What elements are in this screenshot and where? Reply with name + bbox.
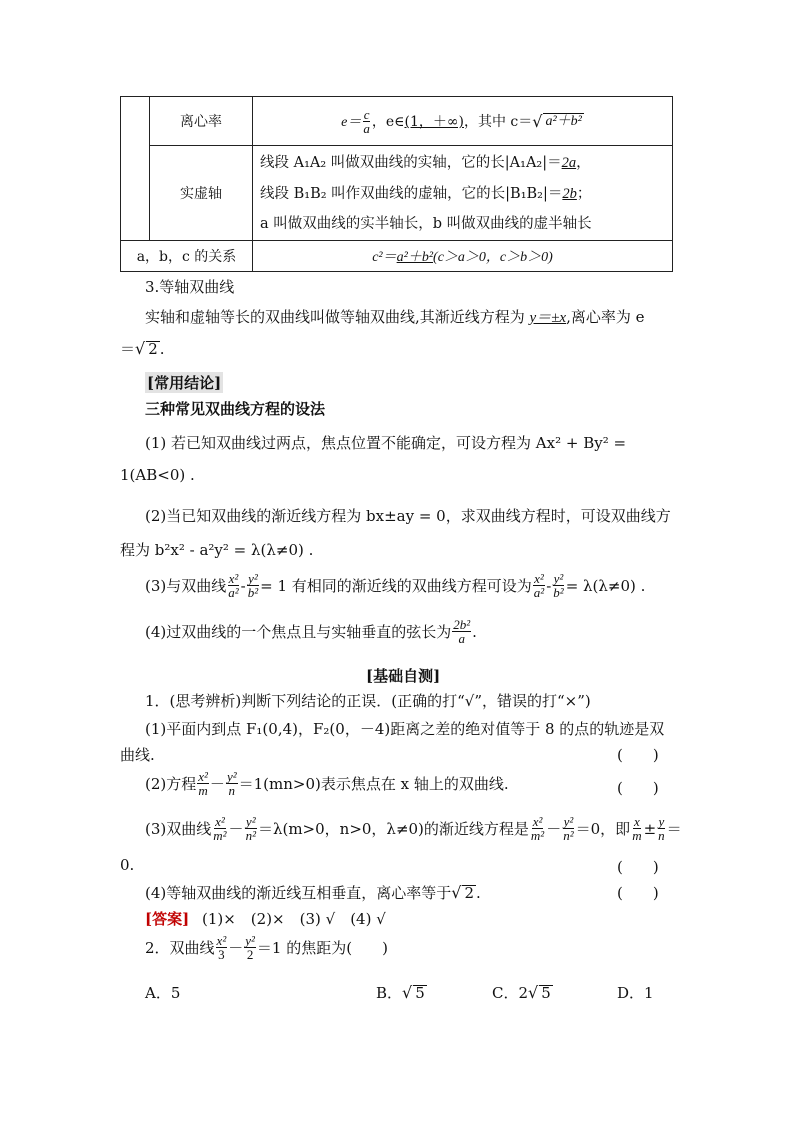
selftest-tag: [基础自测] bbox=[366, 667, 441, 685]
option-b: B．√ 5 bbox=[376, 983, 425, 1002]
frac-y2-b2-b: $\frac{\text{y²}}{\text{b²}}$ bbox=[553, 571, 564, 600]
relation-condition: (c＞a＞0，c＞b＞0) bbox=[433, 250, 553, 265]
eccentricity-mid: ，其中 c＝ bbox=[463, 114, 533, 130]
conclusion-4-post: . bbox=[472, 622, 477, 641]
question-1-title: 1．(思考辨析)判断下列结论的正误．(正确的打“√”，错误的打“×”) bbox=[145, 692, 591, 710]
question-1-4: (4)等轴双曲线的渐近线互相垂直，离心率等于√ 2 . bbox=[145, 883, 481, 902]
answer-paren-3: ( ) bbox=[617, 858, 659, 876]
conclusion-2-line-2: 程为 b²x² - a²y² = λ(λ≠0) . bbox=[120, 541, 314, 559]
answer-paren-2: ( ) bbox=[617, 779, 659, 797]
conclusion-4 bbox=[145, 618, 477, 645]
question-1-2-pre: (2)方程 bbox=[145, 775, 197, 793]
eccentricity-lhs: e＝ bbox=[341, 115, 362, 130]
eccentricity-sqrt: a²＋b² bbox=[545, 114, 582, 129]
conclusions-title: 三种常见双曲线方程的设法 bbox=[145, 400, 326, 418]
question-1-3-line-2: 0. bbox=[120, 856, 135, 874]
conclusion-2-line-1: (2)当已知双曲线的渐近线方程为 bx±ay = 0，求双曲线方程时，可设双曲线方 bbox=[145, 507, 671, 525]
option-a: A．5 bbox=[145, 984, 181, 1002]
conclusion-3-post: = λ(λ≠0) . bbox=[565, 576, 646, 595]
question-1-2: (2)方程 $\frac{\text{x²}}{m}$ － $\frac{\text{y²}}{n}$ ＝1(mn>0)表示焦点在 x 轴上的双曲线. bbox=[145, 769, 509, 798]
section-3-title: 3.等轴双曲线 bbox=[145, 278, 235, 296]
question-1-3-mid: ＝λ(m>0，n>0，λ≠0)的渐近线方程是 bbox=[257, 820, 529, 838]
conclusion-1-line-1: (1) 若已知双曲线过两点，焦点位置不能确定，可设方程为 Ax² + By² = bbox=[145, 434, 627, 452]
eccentricity-denominator: a bbox=[363, 120, 370, 136]
answer-paren-1: ( ) bbox=[617, 746, 659, 764]
eccentricity-formula: e＝ $\frac{c}{a}$ ，e∈ (1，＋∞) ，其中 c＝ √ a²＋b² bbox=[341, 106, 582, 136]
relation-prefix: c²＝ bbox=[372, 250, 397, 265]
question-1-4-pre: (4)等轴双曲线的渐近线互相垂直，离心率等于 bbox=[145, 884, 452, 902]
conclusion-3-pre: (3)与双曲线 bbox=[145, 577, 227, 595]
frac-x2-a2-b: $\frac{\text{x²}}{\text{a²}}$ bbox=[533, 571, 545, 600]
relation-label: a，b，c 的关系 bbox=[136, 249, 237, 265]
question-2-pre: 2．双曲线 bbox=[145, 939, 215, 957]
question-1-2-post: ＝1(mn>0)表示焦点在 x 轴上的双曲线. bbox=[238, 775, 509, 793]
frac-y-n: $\frac{y}{n}$ bbox=[658, 814, 665, 843]
section-3-text-post: ,离心率为 e bbox=[566, 308, 645, 326]
frac-x-m: $\frac{x}{m}$ bbox=[632, 814, 642, 843]
question-1-1-line-1: (1)平面内到点 F₁(0,4)，F₂(0，－4)距离之差的绝对值等于 8 的点的轨迹是双 bbox=[145, 720, 665, 738]
axes-line-3: a 叫做双曲线的实半轴长，b 叫做双曲线的虚半轴长 bbox=[260, 216, 592, 232]
option-b-sqrt: 5 bbox=[415, 984, 425, 1002]
question-2: 2．双曲线 $\frac{\text{x²}}{3}$ － $\frac{\text{y²}}{2}$ ＝1 的焦距为( ) bbox=[145, 933, 388, 962]
axes-line-1 bbox=[260, 151, 591, 172]
eccentricity-fraction bbox=[362, 108, 371, 135]
question-1-3-pre: (3)双曲线 bbox=[145, 820, 212, 838]
real-axis-length: 2a bbox=[561, 155, 577, 171]
conclusions-tag: [常用结论] bbox=[147, 374, 222, 392]
frac-2b2-a: $\frac{\text{2b²}}{a}$ bbox=[453, 617, 471, 646]
relation-formula bbox=[253, 241, 672, 271]
conclusion-3: (3)与双曲线 $\frac{\text{x²}}{\text{a²}}$ - $\frac{\text{y²}}{\text{b²}}$ = 1 有相同的渐近线的双曲线方程可设为 $\frac{\text{x²}}{\text{a²}}$ - $\frac{\text{y²}}{\text{b²}}$ = λ(λ≠0) . bbox=[145, 571, 646, 600]
frac-x2-m2: $\frac{\text{x²}}{\text{m²}}$ bbox=[213, 814, 227, 843]
axes-line-2-end: ； bbox=[576, 186, 592, 202]
section-3-eq: ＝ bbox=[120, 340, 136, 358]
question-1-3-end: ＝ bbox=[666, 820, 682, 838]
eccentricity-range-prefix: ，e∈ bbox=[371, 114, 405, 130]
question-2-post: ＝1 的焦距为( ) bbox=[256, 939, 388, 957]
question-1-3-mid2: ＝0，即 bbox=[575, 820, 631, 838]
section-3-period: . bbox=[159, 340, 165, 358]
imaginary-axis-length: 2b bbox=[562, 186, 577, 202]
frac-x2-m2-b: $\frac{\text{x²}}{\text{m²}}$ bbox=[530, 814, 545, 843]
eccentricity-range: (1，＋∞) bbox=[404, 114, 464, 130]
question-1-3: (3)双曲线 $\frac{\text{x²}}{\text{m²}}$ － $\frac{\text{y²}}{\text{n²}}$ ＝λ(m>0，n>0，λ≠0)的渐近线方程是 $\frac{\text{x²}}{\text{m²}}$ － $\frac{\text{y²}}{\text{n²}}$ ＝0，即 $\frac{x}{m}$ ± $\frac{y}{n}$ ＝ bbox=[145, 814, 682, 843]
option-c-sqrt: 5 bbox=[541, 984, 551, 1002]
question-1-1-line-2: 曲线. bbox=[120, 746, 155, 764]
conclusion-1-line-2: 1(AB<0) . bbox=[120, 466, 195, 484]
option-c: C．2√ 5 bbox=[492, 983, 551, 1002]
section-3-text bbox=[145, 306, 645, 327]
frac-y2-n2: $\frac{\text{y²}}{\text{n²}}$ bbox=[245, 814, 256, 843]
frac-y2-b2: $\frac{\text{y²}}{\text{b²}}$ bbox=[247, 571, 259, 600]
frac-x2-3: $\frac{\text{x²}}{3}$ bbox=[216, 933, 227, 962]
answer-paren-4: ( ) bbox=[617, 884, 659, 902]
equiaxed-asymptote: y＝±x bbox=[529, 310, 567, 326]
section-3-line-2: ＝√ 2 . bbox=[120, 339, 165, 358]
question-1-4-sqrt: 2 bbox=[464, 884, 474, 902]
eccentricity-numerator: c bbox=[363, 106, 370, 122]
answer-text: (1)× (2)× (3) √ (4) √ bbox=[201, 910, 386, 928]
frac-x2-a2: $\frac{\text{x²}}{\text{a²}}$ bbox=[228, 571, 239, 600]
section-3-sqrt: 2 bbox=[148, 340, 158, 358]
frac-y2-n: $\frac{\text{y²}}{n}$ bbox=[226, 769, 237, 798]
conclusion-4-pre: (4)过双曲线的一个焦点且与实轴垂直的弦长为 bbox=[145, 623, 452, 641]
frac-y2-2: $\frac{\text{y²}}{2}$ bbox=[245, 933, 255, 962]
axes-line-1-end: ， bbox=[576, 155, 591, 171]
axes-line-2-text: 线段 B₁B₂ 叫作双曲线的虚轴，它的长|B₁B₂|＝ bbox=[260, 186, 563, 202]
option-b-label: B． bbox=[376, 984, 403, 1002]
axes-line-1-text: 线段 A₁A₂ 叫做双曲线的实轴，它的长|A₁A₂|＝ bbox=[260, 155, 562, 171]
answer-line bbox=[145, 908, 386, 929]
conclusion-3-mid: = 1 有相同的渐近线的双曲线方程可设为 bbox=[260, 577, 532, 595]
section-3-text-pre: 实轴和虚轴等长的双曲线叫做等轴双曲线,其渐近线方程为 bbox=[145, 308, 530, 326]
frac-x2-m: $\frac{\text{x²}}{m}$ bbox=[198, 769, 208, 798]
axes-label: 实虚轴 bbox=[180, 186, 222, 202]
option-d: D．1 bbox=[617, 984, 654, 1002]
frac-y2-n2-b: $\frac{\text{y²}}{\text{n²}}$ bbox=[563, 814, 574, 843]
eccentricity-label: 离心率 bbox=[180, 114, 222, 130]
axes-line-2 bbox=[260, 182, 591, 203]
question-1-4-post: . bbox=[476, 884, 481, 902]
relation-value: a²＋b² bbox=[396, 250, 434, 265]
option-c-label: C．2 bbox=[492, 984, 529, 1002]
answer-tag: [答案] bbox=[145, 910, 190, 928]
